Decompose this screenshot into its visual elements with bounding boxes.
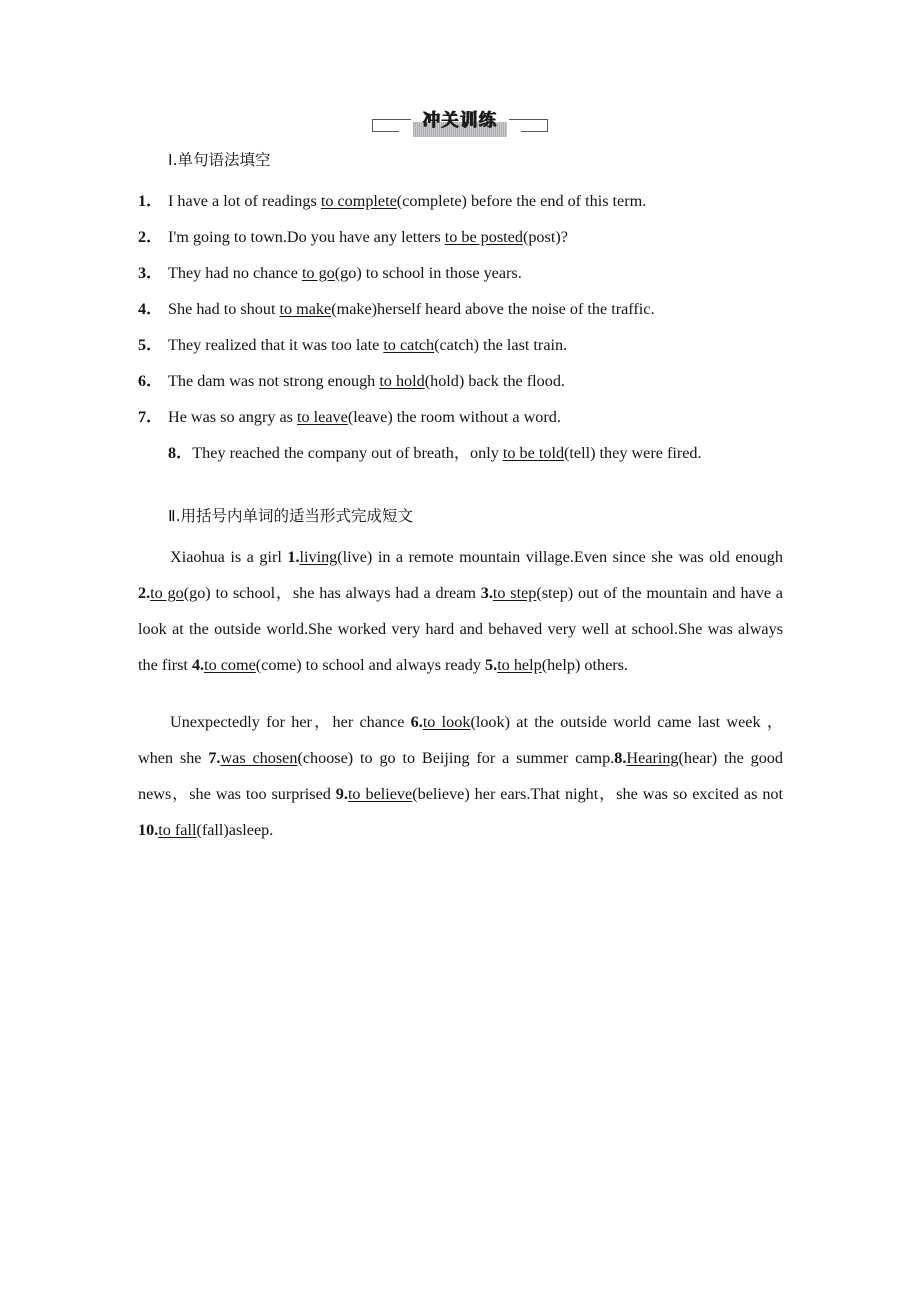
question-item xyxy=(138,399,783,435)
question-item xyxy=(138,183,783,219)
blank-number: 7. xyxy=(208,749,221,767)
question-text-before: I have a lot of readings xyxy=(168,192,321,210)
question-text-after: (leave) the room without a word. xyxy=(347,408,561,426)
question-text-after: (hold) back the flood. xyxy=(424,372,565,390)
question-item xyxy=(138,255,783,291)
passage-text: (live) in a remote mountain village.Even since she was old enough xyxy=(337,548,783,566)
question-number: 1． xyxy=(138,192,163,210)
question-item xyxy=(138,327,783,363)
question-item xyxy=(138,291,783,327)
question-text-before: I'm going to town.Do you have any letters xyxy=(168,228,445,246)
answer-blank: to go xyxy=(301,264,335,282)
passage-text: (come) to school and always ready xyxy=(255,656,486,674)
passage-text: (believe) her ears.That night，she was so excited as not xyxy=(412,785,784,803)
question-text-after: (tell) they were fired. xyxy=(564,444,702,462)
question-number: 5． xyxy=(138,336,163,354)
banner-left-bracket-icon xyxy=(372,119,399,132)
banner-graphic xyxy=(372,104,549,138)
passage-text: (go) to school，she has always had a dream xyxy=(183,584,481,602)
question-text-after: (post)? xyxy=(522,228,568,246)
answer-blank: to hold xyxy=(379,372,425,390)
blank-number: 1. xyxy=(287,548,300,566)
question-item xyxy=(138,219,783,255)
question-text-before: She had to shout xyxy=(168,300,280,318)
passage-text: (fall)asleep. xyxy=(196,821,274,839)
answer-blank: to go xyxy=(150,584,184,602)
question-text-before: They had no chance xyxy=(168,264,302,282)
question-text-before: They realized that it was too late xyxy=(168,336,384,354)
blank-number: 8. xyxy=(614,749,627,767)
question-number: 6． xyxy=(138,372,163,390)
answer-blank: to come xyxy=(204,656,256,674)
section-1-heading: Ⅰ.单句语法填空 xyxy=(168,151,271,169)
question-text-after: (catch) the last train. xyxy=(434,336,568,354)
blank-number: 4. xyxy=(191,656,205,674)
question-text-after: (go) to school in those years. xyxy=(334,264,522,282)
banner-right-bracket-icon xyxy=(521,119,548,132)
answer-blank: to help xyxy=(497,656,542,674)
blank-number: 2. xyxy=(138,584,151,602)
answer-blank: to complete xyxy=(320,192,397,210)
answer-blank: to look xyxy=(422,713,471,731)
question-text-before: He was so angry as xyxy=(168,408,298,426)
question-text-before: The dam was not strong enough xyxy=(168,372,380,390)
answer-blank: was chosen xyxy=(220,749,298,767)
blank-number: 5. xyxy=(485,656,498,674)
banner-title: 冲关训练 xyxy=(422,111,498,132)
question-number: 8． xyxy=(168,444,193,462)
passage-text: (hear) the good news，she was too surprised xyxy=(138,749,783,803)
question-number: 3． xyxy=(138,264,163,282)
blank-number: 9. xyxy=(335,785,348,803)
answer-blank: to be told xyxy=(502,444,565,462)
question-item xyxy=(138,363,783,399)
question-text-after: (complete) before the end of this term. xyxy=(396,192,647,210)
passage-text: Unexpectedly for her，her chance xyxy=(170,713,411,731)
section-2-heading: Ⅱ.用括号内单词的适当形式完成短文 xyxy=(168,507,414,525)
passage-text: Xiaohua is a girl xyxy=(170,548,288,566)
answer-blank: to leave xyxy=(297,408,348,426)
answer-blank: to make xyxy=(279,300,332,318)
question-number: 4． xyxy=(138,300,163,318)
passage-text: (look) at the outside world came last week ，when she xyxy=(138,713,784,767)
passage-text: (choose) to go to Beijing for a summer camp. xyxy=(297,749,615,767)
question-list xyxy=(138,183,783,471)
question-number: 7． xyxy=(138,408,163,426)
blank-number: 10. xyxy=(138,821,159,839)
answer-blank: Hearing xyxy=(626,749,679,767)
blank-number: 3. xyxy=(480,584,493,602)
passage-paragraph-1 xyxy=(138,539,783,683)
question-text-before: They reached the company out of breath，only xyxy=(192,444,503,462)
section-banner xyxy=(0,104,920,138)
question-number: 2． xyxy=(138,228,163,246)
blank-number: 6. xyxy=(410,713,423,731)
answer-blank: to be posted xyxy=(444,228,523,246)
answer-blank: to fall xyxy=(158,821,197,839)
question-text-after: (make)herself heard above the noise of the traffic. xyxy=(331,300,655,318)
passage-paragraph-2 xyxy=(138,704,783,848)
answer-blank: to believe xyxy=(347,785,413,803)
answer-blank: to step xyxy=(492,584,537,602)
passage-text: (help) others. xyxy=(541,656,629,674)
answer-blank: to catch xyxy=(383,336,435,354)
passage-text: (step) out of the mountain and have a look at the outside world.She worked very hard and behaved very well at school.She was always the first xyxy=(138,584,783,674)
banner-core xyxy=(413,108,508,138)
question-item xyxy=(138,435,783,471)
answer-blank: living xyxy=(299,548,338,566)
